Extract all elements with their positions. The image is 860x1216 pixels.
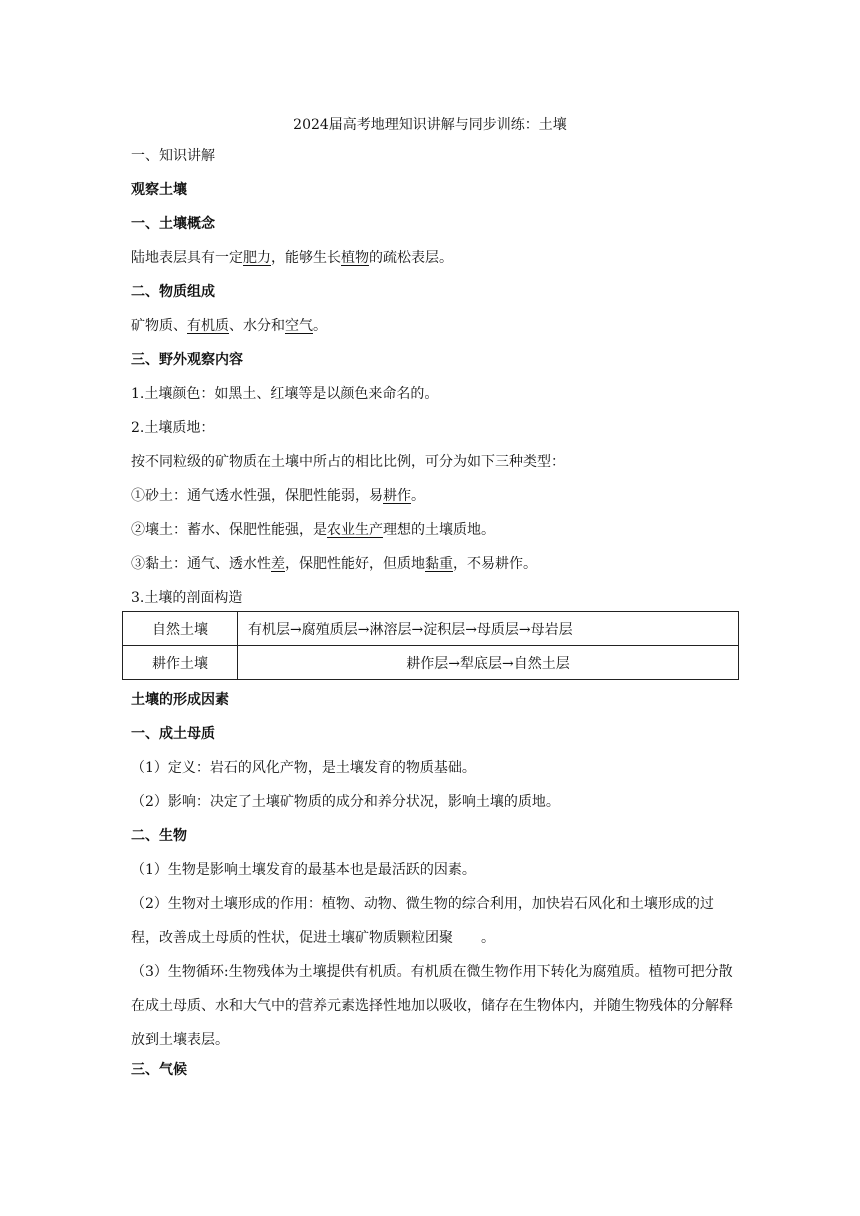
underlined-term: 肥力: [243, 250, 271, 266]
text-run: 。: [313, 318, 327, 334]
concept-paragraph: [131, 248, 741, 268]
soil-texture-line: 2.土壤质地：: [131, 420, 215, 436]
parent-definition: （1）定义：岩石的风化产物，是土壤发育的物质基础。: [131, 760, 476, 776]
biology-point-2: （2）生物对土壤形成的作用：植物、动物、微生物的综合利用，加快岩石风化和土壤形成的过程，改善成土母质的性状，促进土壤矿物质颗粒团聚 。: [131, 896, 714, 946]
text-run: ，保肥性能好，但质地: [285, 556, 425, 572]
text-run: 理想的土壤质地。: [383, 522, 495, 538]
soil-texture-description: 按不同粒级的矿物质在土壤中所占的相比比例，可分为如下三种类型：: [131, 454, 565, 470]
underlined-term: 空气: [285, 318, 313, 334]
soil-color-line: 1.土壤颜色：如黑土、红壤等是以颜色来命名的。: [131, 386, 439, 402]
underlined-term: 农业生产: [327, 522, 383, 538]
table-cell-value: 耕作层→犁底层→自然土层: [238, 646, 739, 680]
clay-soil-line: [131, 554, 741, 574]
parent-effect: （2）影响：决定了土壤矿物质的成分和养分状况，影响土壤的质地。: [131, 794, 560, 810]
topic-heading-factors: 土壤的形成因素: [131, 692, 229, 708]
text-run: 陆地表层具有一定: [131, 250, 243, 266]
section-heading: 一、知识讲解: [131, 148, 215, 164]
table-row: [123, 612, 739, 646]
soil-profile-line: 3.土壤的剖面构造: [131, 590, 243, 606]
text-run: 矿物质、: [131, 318, 187, 334]
underlined-term: 有机质: [187, 318, 229, 334]
biology-point-3: （3）生物循环:生物残体为土壤提供有机质。有机质在微生物作用下转化为腐殖质。植物可把分散在成土母质、水和大气中的营养元素选择性地加以吸收，储存在生物体内，并随生物残体的分解释放到土壤表层。: [131, 964, 733, 1048]
underlined-term: 差: [271, 556, 285, 572]
text-run: ③黏土：通气、透水性: [131, 556, 271, 572]
text-run: ，能够生长: [271, 250, 341, 266]
text-run: ②壤土：蓄水、保肥性能强，是: [131, 522, 327, 538]
table-cell-label: 自然土壤: [123, 612, 238, 646]
sandy-soil-line: [131, 486, 741, 506]
heading-climate: 三、气候: [131, 1062, 187, 1078]
soil-profile-table: [122, 611, 739, 680]
table-row: [123, 646, 739, 680]
text-run: ，不易耕作。: [453, 556, 537, 572]
heading-concept: 一、土壤概念: [131, 216, 215, 232]
heading-composition: 二、物质组成: [131, 284, 215, 300]
loam-soil-line: [131, 520, 741, 540]
underlined-term: 耕作: [383, 488, 411, 504]
text-run: 。: [411, 488, 425, 504]
text-run: 、水分和: [229, 318, 285, 334]
table-cell-value: 有机层→腐殖质层→淋溶层→淀积层→母质层→母岩层: [238, 612, 739, 646]
topic-heading-observe: 观察土壤: [131, 182, 187, 198]
heading-field-observation: 三、野外观察内容: [131, 352, 243, 368]
table-cell-label: 耕作土壤: [123, 646, 238, 680]
heading-parent-material: 一、成土母质: [131, 726, 215, 742]
underlined-term: 植物: [341, 250, 369, 266]
document-title: 2024届高考地理知识讲解与同步训练：土壤: [293, 117, 567, 133]
heading-biology: 二、生物: [131, 828, 187, 844]
text-run: 的疏松表层。: [369, 250, 453, 266]
text-run: ①砂土：通气透水性强，保肥性能弱，易: [131, 488, 383, 504]
biology-point-1: （1）生物是影响土壤发育的最基本也是最活跃的因素。: [131, 862, 476, 878]
underlined-term: 黏重: [425, 556, 453, 572]
composition-paragraph: [131, 316, 741, 336]
